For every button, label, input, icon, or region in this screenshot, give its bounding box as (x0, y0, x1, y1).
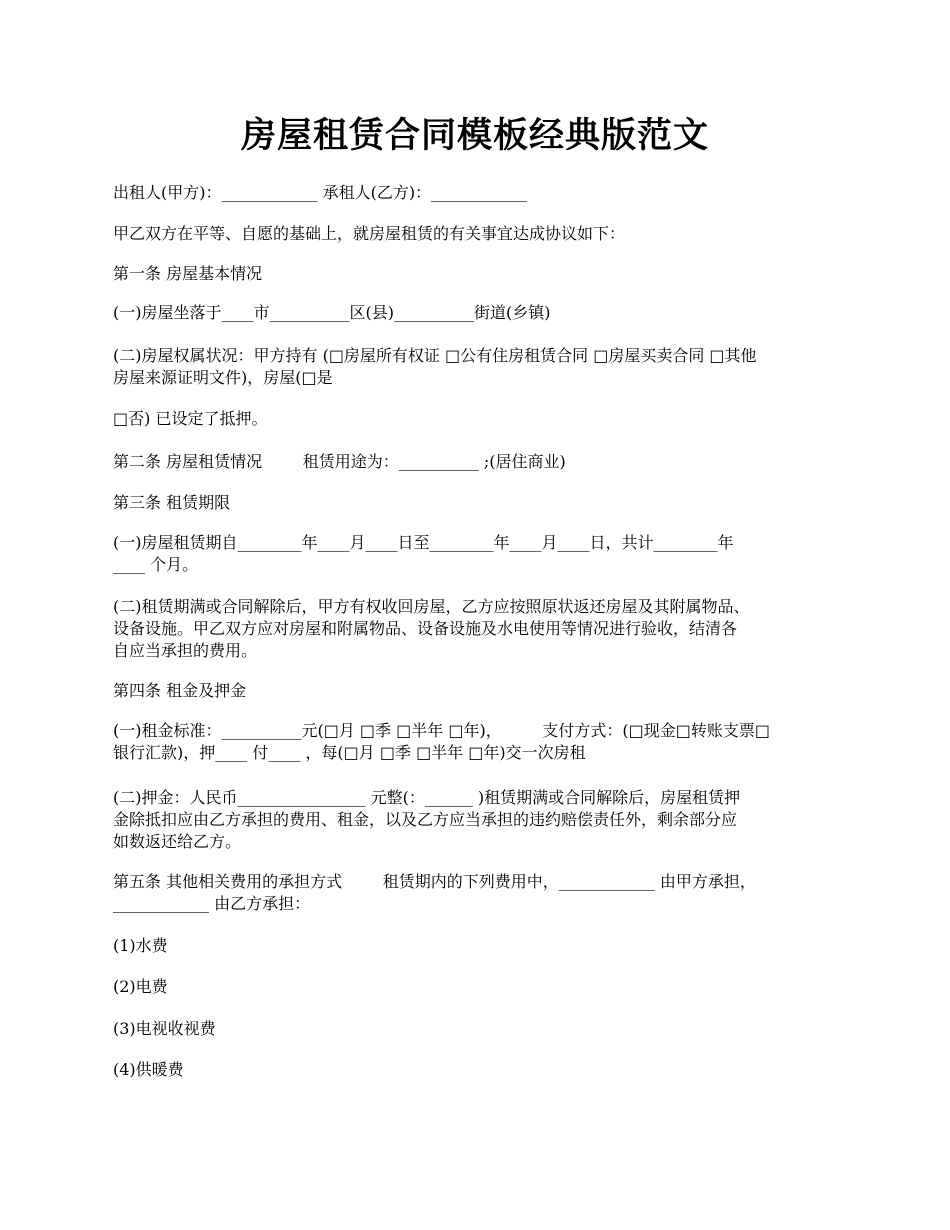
text-line: (1)水费 (113, 936, 168, 955)
article-4-heading (113, 680, 843, 702)
fee-item-water (113, 935, 843, 957)
text-line: (一)房屋坐落于____市__________区(县)__________街道(乡镇) (113, 303, 551, 322)
text-line: (2)电费 (113, 977, 168, 996)
article-3-heading (113, 492, 843, 514)
text-line: 出租人(甲方)：____________ 承租人(乙方)：____________ (113, 183, 528, 202)
article-3-item-1 (113, 532, 843, 576)
text-line: 银行汇款)，押____ 付____ ，每(□月 □季 □半年 □年)交一次房租 (113, 743, 586, 762)
text-line: (二)租赁期满或合同解除后，甲方有权收回房屋，乙方应按照原状返还房屋及其附属物品、 (113, 597, 750, 616)
document-title: 房屋租赁合同模板经典版范文 (240, 115, 709, 156)
text-line: (一)租金标准：__________元(□月 □季 □半年 □年)， 支付方式：(□现金□转账支票□ (113, 721, 770, 740)
preamble-paragraph (113, 223, 843, 245)
text-line: (4)供暖费 (113, 1060, 184, 1079)
text-line: 自应当承担的费用。 (113, 641, 258, 660)
text-line: (二)押金：人民币________________ 元整(：______ )租赁期满或合同解除后，房屋租赁押 (113, 788, 741, 807)
text-line: 设备设施。甲乙双方应对房屋和附属物品、设备设施及水电使用等情况进行验收，结清各 (113, 619, 738, 638)
text-line: ____ 个月。 (113, 555, 199, 574)
text-line: □否) 已设定了抵押。 (113, 409, 268, 428)
fee-item-electricity (113, 976, 843, 998)
article-1-item-2 (113, 345, 843, 389)
text-line: (3)电视收视费 (113, 1019, 216, 1038)
parties-line (113, 182, 843, 204)
text-line: 金除抵扣应由乙方承担的费用、租金，以及乙方应当承担的违约赔偿责任外，剩余部分应 (113, 810, 738, 829)
article-3-item-2 (113, 596, 843, 662)
text-line: 甲乙双方在平等、自愿的基础上，就房屋租赁的有关事宜达成协议如下： (113, 224, 626, 243)
text-line: 第一条 房屋基本情况 (113, 264, 263, 283)
text-line: 第三条 租赁期限 (113, 493, 231, 512)
article-2-heading (113, 451, 843, 473)
text-line: 第二条 房屋租赁情况 租赁用途为：__________ ;(居住商业) (113, 452, 566, 471)
text-line: (二)房屋权属状况：甲方持有 (□房屋所有权证 □公有住房租赁合同 □房屋买卖合同 □其他 (113, 346, 757, 365)
article-4-item-2 (113, 787, 843, 853)
mortgage-line (113, 408, 843, 430)
article-1-item-1 (113, 302, 843, 324)
text-line: ____________ 由乙方承担： (113, 894, 311, 913)
fee-item-tv (113, 1018, 843, 1040)
article-5-heading (113, 871, 843, 915)
article-1-heading (113, 263, 843, 285)
text-line: 房屋来源证明文件)，房屋(□是 (113, 368, 333, 387)
fee-item-heating (113, 1059, 843, 1081)
text-line: 如数返还给乙方。 (113, 832, 242, 851)
text-line: (一)房屋租赁期自________年____月____日至________年____月____日，共计________年 (113, 533, 734, 552)
article-4-item-1 (113, 720, 843, 764)
text-line: 第五条 其他相关费用的承担方式 租赁期内的下列费用中，____________ 由甲方承担， (113, 872, 756, 891)
text-line: 第四条 租金及押金 (113, 681, 247, 700)
